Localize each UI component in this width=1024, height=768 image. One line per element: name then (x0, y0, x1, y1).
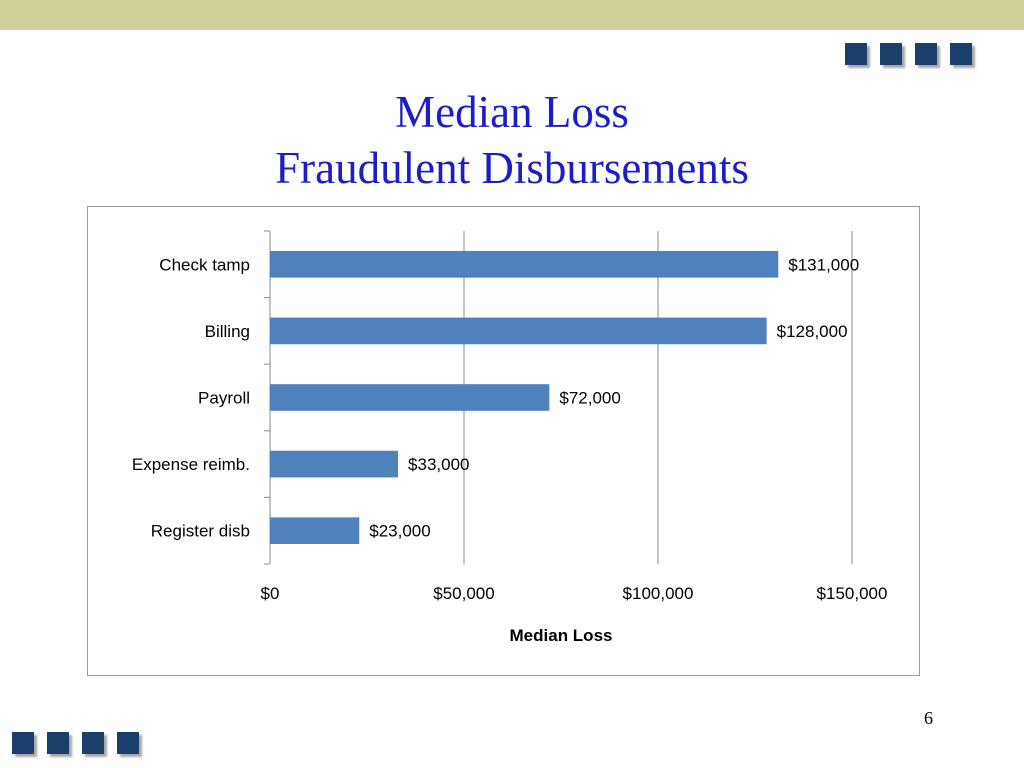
data-label: $33,000 (408, 455, 470, 475)
square-icon (880, 43, 902, 65)
bar (270, 251, 778, 278)
x-axis-title: Median Loss (509, 626, 613, 645)
chart-area (87, 206, 920, 676)
slide-title-line2: Fraudulent Disbursements (275, 143, 749, 193)
data-label: $23,000 (369, 521, 431, 541)
square-icon (845, 43, 867, 65)
slide-title-line1: Median Loss (395, 87, 629, 137)
data-label: $128,000 (776, 321, 848, 341)
data-label: $72,000 (559, 388, 621, 408)
category-label: Payroll (198, 388, 250, 408)
bar (270, 318, 767, 345)
data-label: $131,000 (788, 255, 860, 275)
slide-title (0, 84, 1024, 196)
slide-number: 6 (924, 708, 933, 728)
bar (270, 517, 359, 544)
square-icon (915, 43, 937, 65)
category-label: Expense reimb. (131, 455, 250, 475)
x-tick-label: $0 (260, 584, 280, 603)
bar (270, 451, 398, 478)
x-tick-label: $150,000 (816, 584, 888, 603)
top-decorative-band (0, 0, 1024, 30)
decorative-squares-top (845, 43, 972, 65)
category-label: Register disb (150, 521, 250, 541)
square-icon (82, 732, 104, 754)
square-icon (117, 732, 139, 754)
square-icon (12, 732, 34, 754)
decorative-squares-bottom (12, 732, 139, 754)
x-tick-label: $50,000 (433, 584, 495, 603)
bar-chart (88, 207, 919, 675)
square-icon (950, 43, 972, 65)
square-icon (47, 732, 69, 754)
bar (270, 384, 549, 411)
category-label: Billing (204, 321, 250, 341)
category-label: Check tamp (159, 255, 250, 275)
x-tick-label: $100,000 (622, 584, 694, 603)
